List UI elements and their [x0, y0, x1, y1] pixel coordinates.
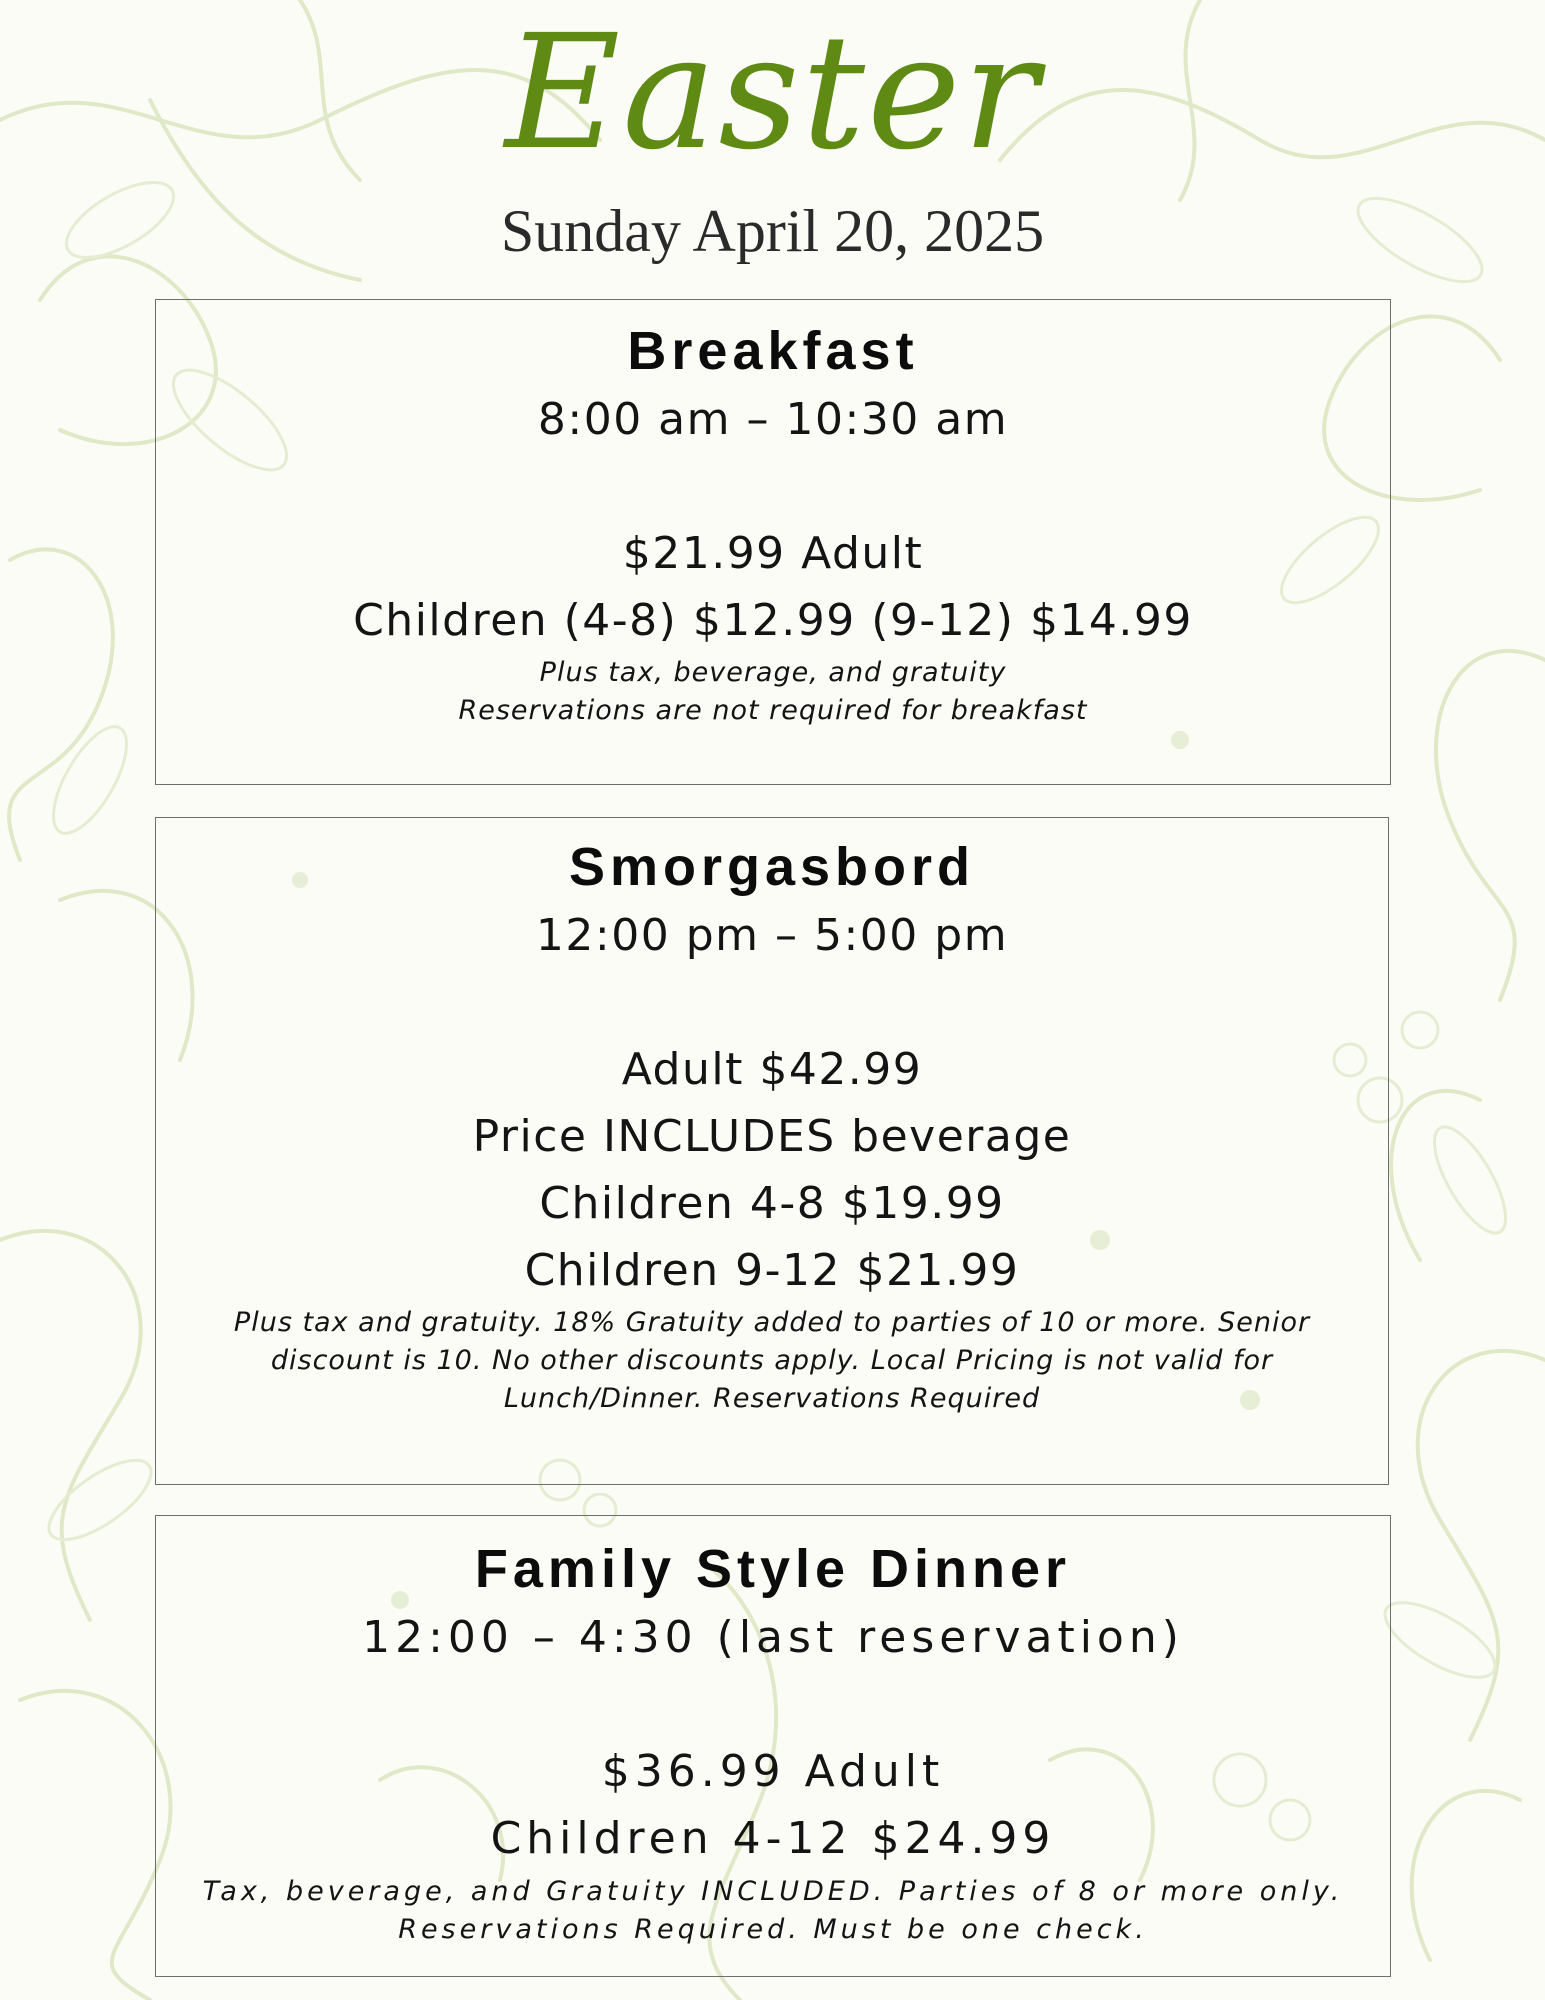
- breakfast-children-price: Children (4-8) $12.99 (9-12) $14.99: [353, 595, 1193, 646]
- smorgasbord-note-line-2: discount is 10. No other discounts apply. Local Pricing is not valid for: [270, 1345, 1274, 1376]
- smorgasbord-note-line-1: Plus tax and gratuity. 18% Gratuity added to parties of 10 or more. Senior: [233, 1307, 1311, 1338]
- smorgasbord-note-line-3: Lunch/Dinner. Reservations Required: [503, 1383, 1041, 1414]
- dinner-note-reservations: Reservations Required. Must be one check.: [398, 1914, 1148, 1945]
- breakfast-adult-price: $21.99 Adult: [622, 528, 924, 579]
- dinner-note-included: Tax, beverage, and Gratuity INCLUDED. Parties of 8 or more only.: [202, 1876, 1344, 1907]
- dinner-children-price: Children 4-12 $24.99: [490, 1813, 1056, 1864]
- page-title: Easter: [504, 1, 1041, 185]
- dinner-heading: Family Style Dinner: [474, 1539, 1072, 1599]
- breakfast-note-reservations: Reservations are not required for breakfast: [458, 695, 1088, 726]
- breakfast-section: [155, 299, 1391, 785]
- breakfast-heading: Breakfast: [627, 321, 919, 381]
- family-dinner-section: [155, 1515, 1391, 1977]
- smorgasbord-includes-beverage: Price INCLUDES beverage: [472, 1111, 1072, 1162]
- breakfast-hours: 8:00 am – 10:30 am: [537, 394, 1009, 445]
- smorgasbord-heading: Smorgasbord: [568, 837, 976, 897]
- dinner-hours: 12:00 – 4:30 (last reservation): [362, 1612, 1184, 1663]
- smorgasbord-children-9-12: Children 9-12 $21.99: [524, 1245, 1020, 1296]
- smorgasbord-children-4-8: Children 4-8 $19.99: [539, 1178, 1005, 1229]
- dinner-adult-price: $36.99 Adult: [601, 1746, 945, 1797]
- smorgasbord-adult-price: Adult $42.99: [621, 1044, 923, 1095]
- smorgasbord-hours: 12:00 pm – 5:00 pm: [535, 910, 1009, 961]
- event-date: Sunday April 20, 2025: [500, 198, 1045, 264]
- smorgasbord-section: [155, 817, 1389, 1485]
- breakfast-note-tax: Plus tax, beverage, and gratuity: [539, 657, 1007, 688]
